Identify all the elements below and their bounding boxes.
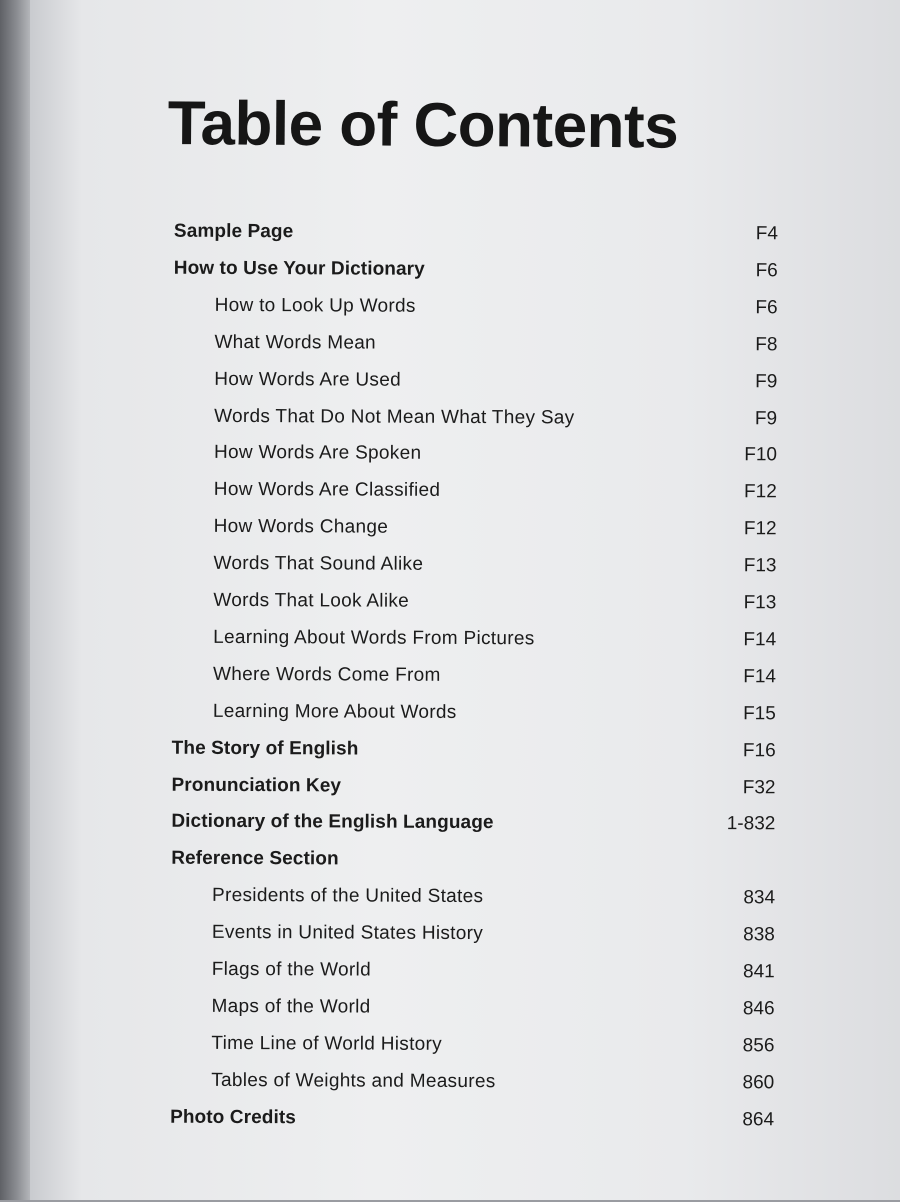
toc-entry-label: Tables of Weights and Measures [211,1069,496,1092]
toc-subsection-entry [213,701,776,733]
toc-entry-page: 1-832 [726,813,776,835]
toc-entry-page: F13 [743,555,777,577]
toc-entry-label: Maps of the World [211,995,371,1018]
toc-entry-label: Words That Do Not Mean What They Say [214,405,575,428]
toc-entry-label: Reference Section [171,847,339,870]
toc-subsection-entry [213,590,776,622]
toc-entry-label: Words That Sound Alike [213,552,424,575]
toc-entry-label: The Story of English [171,737,359,760]
toc-entry-label: Time Line of World History [211,1032,443,1055]
toc-entry-page: F14 [743,665,777,688]
toc-entry-page: F16 [742,739,776,761]
toc-entry-page: F13 [743,592,777,614]
toc-section-entry [171,774,775,807]
toc-entry-page: 838 [743,924,775,946]
toc-subsection-entry [214,516,777,548]
toc-entry-page: F9 [754,407,778,429]
toc-section-entry [174,258,778,291]
toc-entry-page: 856 [742,1034,775,1057]
toc-entry-page: F8 [755,333,778,356]
toc-entry-label: Dictionary of the English Language [171,811,494,834]
toc-entry-label: How to Look Up Words [214,294,416,317]
toc-section-entry [172,737,776,770]
toc-entry-label: Learning About Words From Pictures [213,626,535,650]
toc-entry-page: 860 [742,1071,775,1094]
toc-entry-page: F4 [755,223,778,245]
toc-subsection-entry [214,405,777,437]
toc-entry-page: 834 [743,887,776,909]
toc-entry-label: How to Use Your Dictionary [173,257,425,280]
toc-entry-label: Learning More About Words [212,700,457,723]
toc-subsection-entry [212,922,775,954]
toc-entry-page: 846 [742,998,775,1020]
toc-subsection-entry [213,664,776,696]
toc-subsection-entry [211,996,774,1028]
toc-entry-page: F15 [743,702,776,725]
toc-entry-label: What Words Mean [214,331,377,354]
toc-section-entry [171,848,775,881]
toc-subsection-entry [212,885,775,917]
toc-entry-label: Where Words Come From [212,663,441,686]
toc-section-entry [170,1106,774,1139]
toc-entry-label: Photo Credits [170,1106,296,1128]
toc-entry-label: Presidents of the United States [212,885,484,908]
toc-entry-label: Flags of the World [211,958,372,981]
toc-entry-page: F6 [755,297,778,319]
toc-entry-label: Pronunciation Key [171,774,342,796]
toc-subsection-entry [213,627,776,659]
toc-subsection-entry [212,959,775,991]
toc-subsection-entry [213,553,776,585]
toc-entry-label: Words That Look Alike [213,589,410,612]
page-title: Table of Contents [167,88,679,162]
toc-entry-page: 864 [742,1108,775,1130]
toc-entry-page: F12 [744,481,777,503]
toc-subsection-entry [214,368,777,400]
toc-subsection-entry [214,332,777,364]
toc-subsection-entry [214,479,777,511]
toc-entry-page: 841 [742,961,775,983]
toc-entry-page: F12 [743,518,777,540]
toc-entry-page: F10 [744,444,778,466]
toc-entry-label: Events in United States History [211,921,484,945]
toc-entry-label: How Words Are Spoken [213,442,422,465]
toc-section-entry [174,221,778,254]
toc-subsection-entry [214,442,777,474]
toc-entry-page: F6 [755,260,778,282]
toc-subsection-entry [211,1033,774,1065]
toc-entry-label: How Words Are Classified [213,479,441,502]
toc-section-entry [171,811,775,844]
toc-subsection-entry [211,1070,774,1102]
toc-entry-page: F14 [743,629,777,651]
toc-entry-label: How Words Change [213,516,389,538]
toc-entry-label: How Words Are Used [214,368,402,391]
toc-entry-page: F32 [742,776,776,798]
toc-entry-label: Sample Page [173,220,294,243]
toc-subsection-entry [215,295,778,327]
toc-entry-page: F9 [755,370,778,392]
